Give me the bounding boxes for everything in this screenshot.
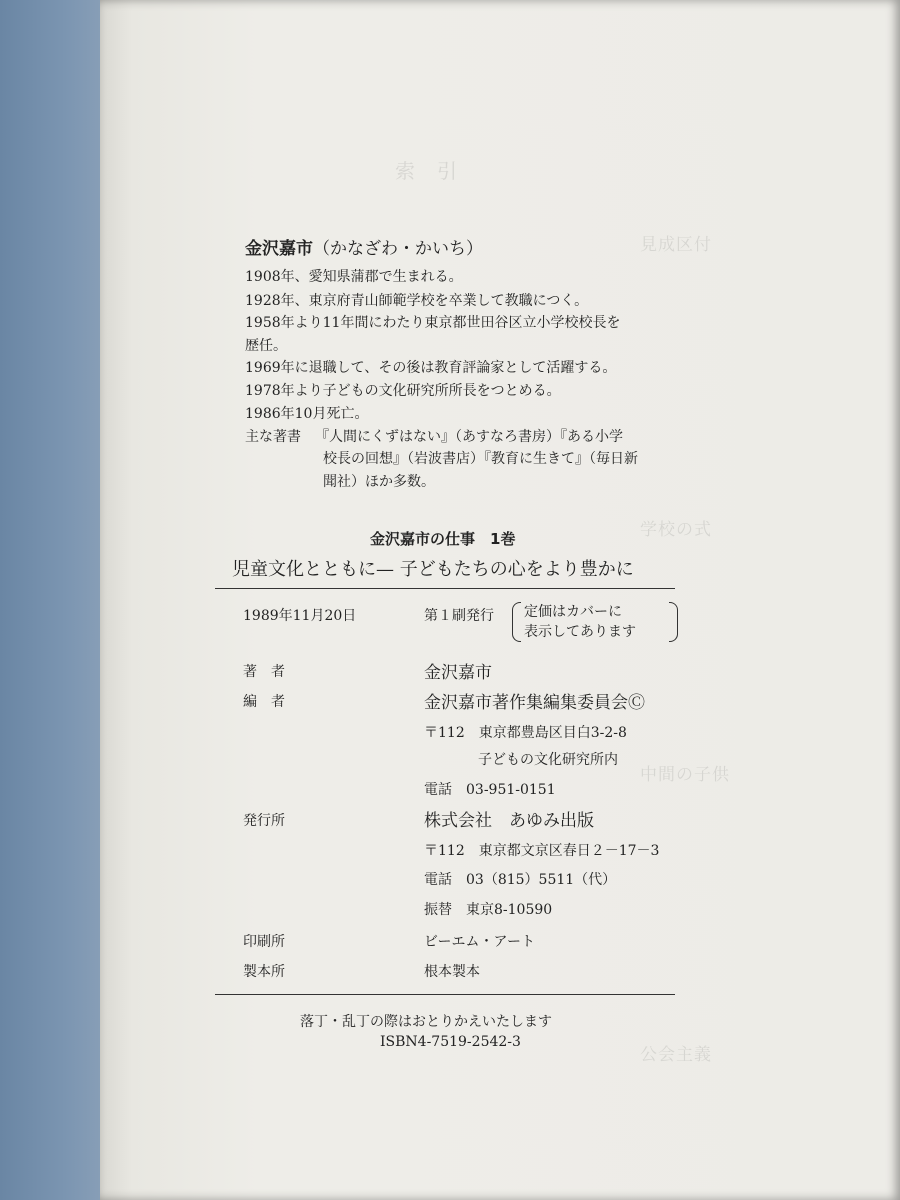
editor-address-line2: 子どもの文化研究所内: [478, 752, 618, 768]
author-reading: （かなざわ・かいち）: [313, 239, 483, 259]
replacement-notice: 落丁・乱丁の際はおとりかえいたします: [300, 1014, 552, 1030]
show-through-line: 学校の式: [640, 520, 712, 540]
works-line: 『人間にくずはない』（あすなろ書房）『ある小学: [315, 429, 623, 445]
publication-date: 1989年11月20日: [243, 608, 357, 624]
works-line: 校長の回想』（岩波書店）『教育に生きて』（毎日新: [323, 451, 638, 467]
show-through-line: 中間の子供: [640, 765, 730, 785]
publisher-phone: 電話 03（815）5511（代）: [424, 872, 617, 888]
bio-line: 1908年、愛知県蒲郡で生まれる。: [245, 269, 463, 285]
publisher-label: 発行所: [243, 813, 285, 829]
bio-line: 歴任。: [245, 338, 287, 354]
paren-left: [512, 602, 521, 642]
publisher-name: 株式会社 あゆみ出版: [424, 811, 594, 831]
bio-line: 1969年に退職して、その後は教育評論家として活躍する。: [245, 360, 617, 376]
editor-address: 〒112 東京都豊島区目白3-2-8: [424, 725, 627, 741]
price-note: [512, 602, 672, 642]
price-note-line: 定価はカバーに: [524, 604, 622, 620]
author-label: 著 者: [243, 664, 285, 680]
works-label: 主な著書: [245, 429, 301, 445]
editor-phone: 電話 03-951-0151: [424, 782, 556, 798]
binder-label: 製本所: [243, 964, 285, 980]
editor-value: 金沢嘉市著作集編集委員会Ⓒ: [424, 693, 645, 713]
binder-value: 根本製本: [424, 964, 480, 980]
bio-line: 1978年より子どもの文化研究所所長をつとめる。: [245, 383, 561, 399]
show-through-index-title: 索 引: [395, 159, 458, 183]
works-line: 聞社）ほか多数。: [323, 474, 435, 490]
printer-value: ビーエム・アート: [424, 934, 536, 950]
printer-label: 印刷所: [243, 934, 285, 950]
footer-rule: [215, 994, 675, 995]
author-value: 金沢嘉市: [424, 663, 492, 683]
bio-line: 1958年より11年間にわたり東京都世田谷区立小学校校長を: [245, 315, 621, 331]
publisher-address: 〒112 東京都文京区春日２－17－3: [424, 843, 660, 859]
editor-label: 編 者: [243, 694, 285, 710]
series-title: 金沢嘉市の仕事 1巻: [370, 530, 516, 548]
book-title: 児童文化とともに— 子どもたちの心をより豊かに: [232, 559, 634, 580]
book-spine-cover: [0, 0, 108, 1200]
show-through-line: 公会主義: [640, 1045, 712, 1065]
bio-line: 1986年10月死亡。: [245, 406, 369, 422]
title-rule: [215, 588, 675, 589]
author-name: 金沢嘉市: [245, 239, 313, 259]
edition: 第１刷発行: [424, 608, 494, 624]
publisher-transfer: 振替 東京8-10590: [424, 902, 553, 918]
paren-right: [669, 602, 678, 642]
author-heading: [245, 234, 483, 259]
price-note-line: 表示してあります: [524, 624, 636, 640]
bio-line: 1928年、東京府青山師範学校を卒業して教職につく。: [245, 293, 589, 309]
show-through-line: 見成区付: [640, 235, 712, 255]
isbn: ISBN4-7519-2542-3: [380, 1034, 521, 1050]
